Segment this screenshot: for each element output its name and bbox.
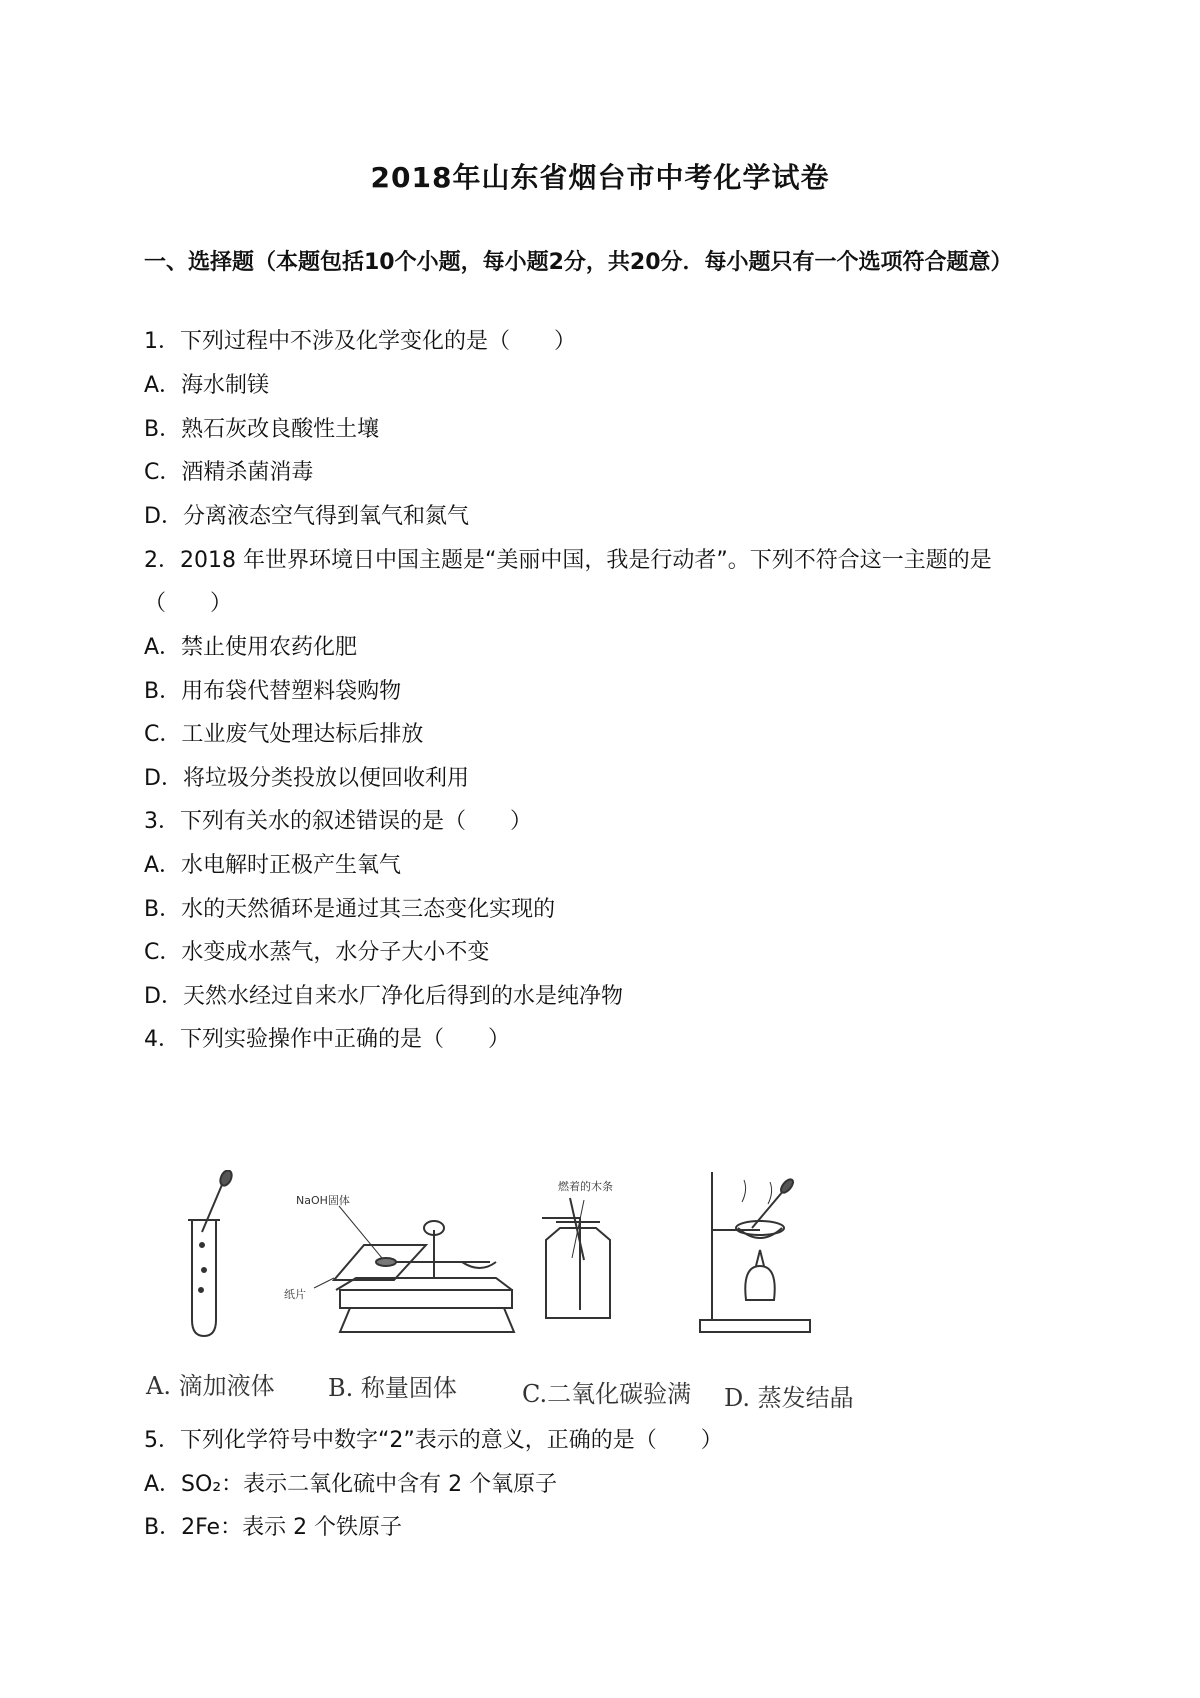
question-3-option-d: D．天然水经过自来水厂净化后得到的水是纯净物	[144, 984, 623, 1009]
balance-scale-icon	[314, 1206, 514, 1332]
question-2-option-c: C．工业废气处理达标后排放	[144, 722, 424, 747]
question-2-option-a: A．禁止使用农药化肥	[144, 635, 358, 660]
caption-d: D. 蒸发结晶	[724, 1384, 854, 1410]
question-3-stem: 3．下列有关水的叙述错误的是（ ）	[144, 809, 532, 834]
question-3-option-c: C．水变成水蒸气，水分子大小不变	[144, 940, 490, 965]
question-3-option-b: B．水的天然循环是通过其三态变化实现的	[144, 897, 556, 922]
question-3-option-a: A．水电解时正极产生氧气	[144, 853, 402, 878]
splint-label: 燃着的木条	[558, 1180, 613, 1193]
test-tube-dropper-icon	[188, 1170, 234, 1336]
question-5-option-b: B．2Fe：表示 2 个铁原子	[144, 1515, 403, 1540]
question-2-option-d: D．将垃圾分类投放以便回收利用	[144, 766, 469, 791]
question-5-option-a: A．SO₂：表示二氧化硫中含有 2 个氧原子	[144, 1472, 558, 1497]
question-2-stem-continued: （ ）	[144, 591, 233, 616]
caption-a: A. 滴加液体	[146, 1372, 275, 1400]
lab-operations-figure	[144, 1170, 904, 1410]
question-1-option-d: D．分离液态空气得到氧气和氮气	[144, 504, 469, 529]
question-5-stem: 5．下列化学符号中数字“2”表示的意义，正确的是（ ）	[144, 1428, 723, 1453]
evaporation-stand-icon	[700, 1172, 810, 1332]
naoh-label: NaOH固体	[296, 1194, 350, 1207]
question-1-stem: 1．下列过程中不涉及化学变化的是（ ）	[144, 329, 576, 354]
caption-c: C.二氧化碳验满	[522, 1380, 692, 1408]
lab-operations-drawing	[144, 1170, 904, 1410]
question-1-option-c: C．酒精杀菌消毒	[144, 460, 314, 485]
section-heading: 一、选择题（本题包括10个小题，每小题2分，共20分．每小题只有一个选项符合题意）	[144, 250, 1013, 275]
page-title: 2018年山东省烟台市中考化学试卷	[370, 161, 830, 194]
question-2-option-b: B．用布袋代替塑料袋购物	[144, 679, 402, 704]
question-4-stem: 4．下列实验操作中正确的是（ ）	[144, 1027, 510, 1052]
question-2-stem: 2．2018 年世界环境日中国主题是“美丽中国，我是行动者”。下列不符合这一主题的是	[144, 548, 992, 573]
question-1-option-a: A．海水制镁	[144, 373, 270, 398]
paper-label: 纸片	[284, 1288, 306, 1301]
caption-b: B. 称量固体	[328, 1374, 457, 1402]
gas-bottle-icon	[542, 1198, 610, 1318]
question-1-option-b: B．熟石灰改良酸性土壤	[144, 417, 380, 442]
